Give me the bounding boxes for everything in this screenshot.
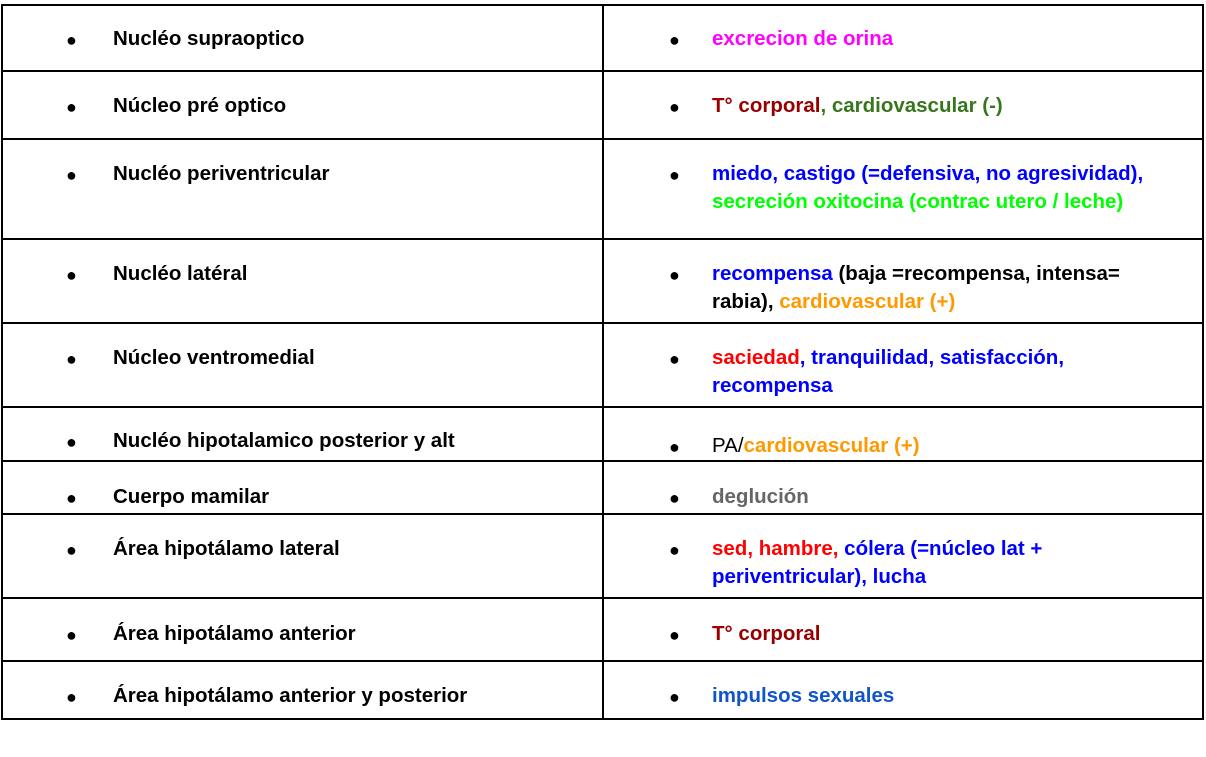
- function-segment: cardiovascular (+): [773, 290, 956, 313]
- function-segment: secreción oxitocina (contrac utero / leche): [712, 190, 1124, 213]
- function-segment: saciedad: [712, 346, 800, 369]
- structure-cell: [2, 323, 603, 407]
- function-text: [604, 432, 1202, 460]
- function-cell: [603, 5, 1203, 71]
- bullet-icon: ●: [669, 165, 680, 185]
- structure-cell: [2, 71, 603, 139]
- structure-name: Área hipotálamo anterior: [113, 622, 356, 645]
- bullet-icon: ●: [66, 349, 77, 369]
- bullet-icon: ●: [66, 165, 77, 185]
- structure-cell: [2, 461, 603, 514]
- function-text: [604, 344, 1202, 400]
- bullet-icon: ●: [66, 265, 77, 285]
- table-row: [2, 661, 1203, 719]
- table-body: [2, 5, 1203, 719]
- structure-name: Nucléo supraoptico: [113, 27, 305, 50]
- bullet-icon: ●: [66, 432, 77, 452]
- function-cell: [603, 661, 1203, 719]
- structure-name: Nucléo periventricular: [113, 162, 330, 185]
- structure-cell: [2, 139, 603, 239]
- function-text: [604, 92, 1202, 120]
- structure-cell: [2, 661, 603, 719]
- bullet-icon: ●: [66, 540, 77, 560]
- bullet-icon: ●: [66, 488, 77, 508]
- structure-name: Área hipotálamo lateral: [113, 537, 340, 560]
- function-segment: T° corporal: [712, 622, 821, 645]
- structure-name: Nucléo latéral: [113, 262, 248, 285]
- function-text: [604, 620, 1202, 648]
- function-segment: miedo, castigo (=defensiva, no agresividad),: [712, 162, 1144, 185]
- bullet-icon: ●: [66, 625, 77, 645]
- function-segment: , cardiovascular (-): [820, 94, 1003, 117]
- function-cell: [603, 323, 1203, 407]
- bullet-icon: ●: [669, 687, 680, 707]
- bullet-icon: ●: [669, 30, 680, 50]
- table-row: [2, 598, 1203, 661]
- structure-name: Nucléo hipotalamico posterior y alt: [113, 429, 455, 452]
- structure-cell: [2, 5, 603, 71]
- table-row: [2, 71, 1203, 139]
- structure-name: Cuerpo mamilar: [113, 485, 270, 508]
- bullet-icon: ●: [66, 687, 77, 707]
- bullet-icon: ●: [66, 30, 77, 50]
- table-row: [2, 407, 1203, 461]
- structure-name: Núcleo ventromedial: [113, 346, 315, 369]
- function-text: [604, 535, 1202, 591]
- function-cell: [603, 598, 1203, 661]
- table-row: [2, 239, 1203, 323]
- bullet-icon: ●: [669, 437, 680, 457]
- structure-name: Área hipotálamo anterior y posterior: [113, 684, 468, 707]
- bullet-icon: ●: [669, 488, 680, 508]
- function-segment: recompensa: [712, 262, 833, 285]
- function-cell: [603, 461, 1203, 514]
- function-segment: cardiovascular (+): [743, 434, 920, 457]
- function-segment: excrecion de orina: [712, 27, 894, 50]
- function-cell: [603, 239, 1203, 323]
- bullet-icon: ●: [669, 97, 680, 117]
- function-cell: [603, 139, 1203, 239]
- function-segment: impulsos sexuales: [712, 684, 895, 707]
- function-segment: PA/: [712, 434, 744, 457]
- bullet-icon: ●: [669, 540, 680, 560]
- table-row: [2, 5, 1203, 71]
- function-text: [604, 260, 1202, 316]
- function-segment: sed, hambre,: [712, 537, 839, 560]
- function-text: [604, 25, 1202, 53]
- table-row: [2, 461, 1203, 514]
- table-row: [2, 139, 1203, 239]
- structure-cell: [2, 407, 603, 461]
- bullet-icon: ●: [669, 265, 680, 285]
- bullet-icon: ●: [669, 349, 680, 369]
- function-text: [604, 483, 1202, 511]
- hypothalamus-table: [1, 4, 1204, 720]
- bullet-icon: ●: [669, 625, 680, 645]
- structure-cell: [2, 514, 603, 598]
- function-cell: [603, 71, 1203, 139]
- structure-name: Núcleo pré optico: [113, 94, 287, 117]
- function-segment: deglución: [712, 485, 809, 508]
- function-segment: , tranquilidad, satisfacción, recompensa: [712, 346, 1065, 397]
- table-row: [2, 323, 1203, 407]
- function-cell: [603, 514, 1203, 598]
- structure-cell: [2, 239, 603, 323]
- function-cell: [603, 407, 1203, 461]
- function-text: [604, 160, 1202, 216]
- function-segment: cólera (=núcleo lat + periventricular), lucha: [712, 537, 1043, 588]
- function-segment: (baja =recompensa, intensa= rabia),: [712, 262, 1120, 313]
- bullet-icon: ●: [66, 97, 77, 117]
- structure-cell: [2, 598, 603, 661]
- function-text: [604, 682, 1202, 710]
- function-segment: T° corporal: [712, 94, 821, 117]
- table-row: [2, 514, 1203, 598]
